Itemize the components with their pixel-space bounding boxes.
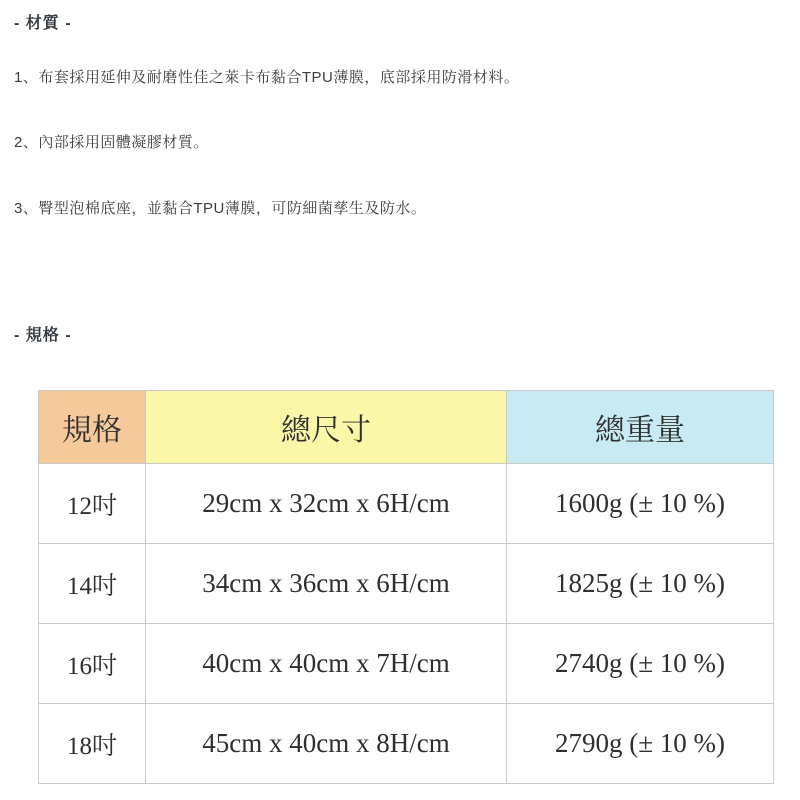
material-list-item: 3、臀型泡棉底座，並黏合TPU薄膜，可防細菌孳生及防水。 <box>14 200 427 217</box>
cell-weight: 1825g (± 10 %) <box>507 544 774 624</box>
material-section-heading: - 材質 - <box>14 15 72 32</box>
table-row <box>39 464 774 544</box>
spec-section-heading: - 規格 - <box>14 327 72 344</box>
material-list-item: 2、內部採用固體凝膠材質。 <box>14 134 209 151</box>
cell-size: 40cm x 40cm x 7H/cm <box>146 624 507 704</box>
column-header-spec: 規格 <box>39 391 146 464</box>
spec-table-head <box>39 391 774 464</box>
column-header-total-weight: 總重量 <box>507 391 774 464</box>
spec-table-container <box>38 390 766 784</box>
cell-size: 34cm x 36cm x 6H/cm <box>146 544 507 624</box>
cell-spec: 14吋 <box>39 544 146 624</box>
table-row <box>39 624 774 704</box>
spec-table <box>38 390 774 784</box>
table-row <box>39 704 774 784</box>
spec-table-body <box>39 464 774 784</box>
cell-weight: 2740g (± 10 %) <box>507 624 774 704</box>
cell-weight: 2790g (± 10 %) <box>507 704 774 784</box>
cell-spec: 18吋 <box>39 704 146 784</box>
cell-spec: 16吋 <box>39 624 146 704</box>
column-header-total-size: 總尺寸 <box>146 391 507 464</box>
table-row <box>39 544 774 624</box>
cell-size: 45cm x 40cm x 8H/cm <box>146 704 507 784</box>
material-list-item: 1、布套採用延伸及耐磨性佳之萊卡布黏合TPU薄膜，底部採用防滑材料。 <box>14 69 520 86</box>
cell-weight: 1600g (± 10 %) <box>507 464 774 544</box>
cell-spec: 12吋 <box>39 464 146 544</box>
cell-size: 29cm x 32cm x 6H/cm <box>146 464 507 544</box>
table-header-row <box>39 391 774 464</box>
